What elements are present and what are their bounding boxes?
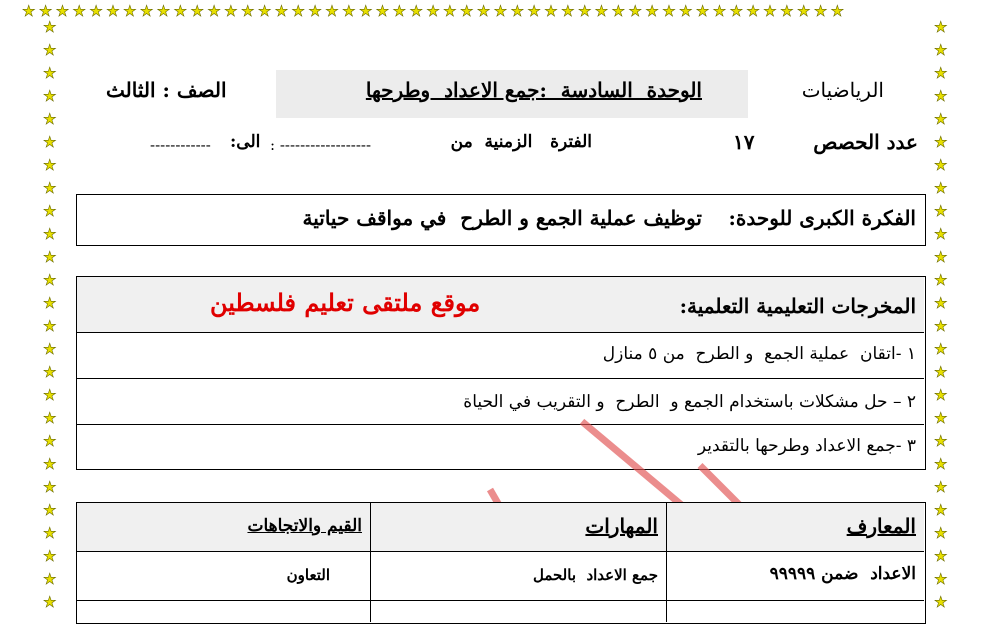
cell-skills: جمع الاعداد بالحمل bbox=[532, 566, 658, 584]
timeframe-to-label: الى: bbox=[230, 132, 261, 152]
site-name: موقع ملتقى تعليم فلسطين bbox=[210, 288, 481, 317]
star-border-top: ★★★★★★★★★★★★★★★★★★★★★★★★★★★★★★★★★★★★★★★★★★★★★★★★★ bbox=[22, 4, 848, 19]
cell-knowledge: الاعداد ضمن ٩٩٩٩٩ bbox=[769, 564, 916, 584]
periods-count: ١٧ bbox=[733, 130, 755, 154]
kv-row-divider bbox=[76, 600, 924, 601]
outcome-item-1: ١ -اتقان عملية الجمع و الطرح من ٥ منازل bbox=[602, 344, 916, 364]
grade-label: الصف : الثالث bbox=[106, 78, 227, 102]
timeframe-to: ------------ bbox=[150, 136, 211, 154]
outcome-item-2: ٢ – حل مشكلات باستخدام الجمع و الطرح و التقريب في الحياة bbox=[463, 392, 916, 412]
unit-title: الوحدة السادسة :جمع الاعداد وطرحها bbox=[365, 78, 702, 102]
outcomes-divider-1 bbox=[76, 332, 924, 333]
subject-label: الرياضيات bbox=[801, 78, 884, 102]
kv-header-divider bbox=[76, 551, 924, 552]
outcomes-divider-2 bbox=[76, 378, 924, 379]
timeframe-label: الفترة الزمنية من bbox=[450, 132, 592, 152]
timeframe-from: : ------------------ bbox=[270, 136, 372, 154]
outcome-item-3: ٣ -جمع الاعداد وطرحها بالتقدير bbox=[697, 436, 916, 456]
outcomes-label: المخرجات التعليمية التعلمية: bbox=[679, 294, 916, 318]
header-values: القيم والاتجاهات bbox=[247, 516, 362, 536]
cell-values: التعاون bbox=[286, 566, 330, 584]
header-knowledge: المعارف bbox=[846, 514, 916, 538]
periods-label: عدد الحصص bbox=[813, 130, 918, 154]
kv-table-header-bg bbox=[77, 503, 924, 551]
star-border-right: ★ ★ ★ ★ ★ ★ ★ ★ ★ ★ ★ ★ ★ ★ ★ ★ ★ ★ ★ ★ ★ ★ ★ ★ ★ ★ bbox=[934, 18, 948, 611]
big-idea-label: الفكرة الكبرى للوحدة: bbox=[728, 206, 916, 230]
outcomes-divider-3 bbox=[76, 424, 924, 425]
kv-col-divider-1 bbox=[666, 502, 667, 622]
big-idea-text: توظيف عملية الجمع و الطرح في مواقف حياتية bbox=[302, 206, 702, 230]
kv-col-divider-2 bbox=[370, 502, 371, 622]
star-border-left: ★ ★ ★ ★ ★ ★ ★ ★ ★ ★ ★ ★ ★ ★ ★ ★ ★ ★ ★ ★ ★ ★ ★ ★ ★ ★ bbox=[43, 18, 57, 611]
header-skills: المهارات bbox=[585, 514, 658, 538]
